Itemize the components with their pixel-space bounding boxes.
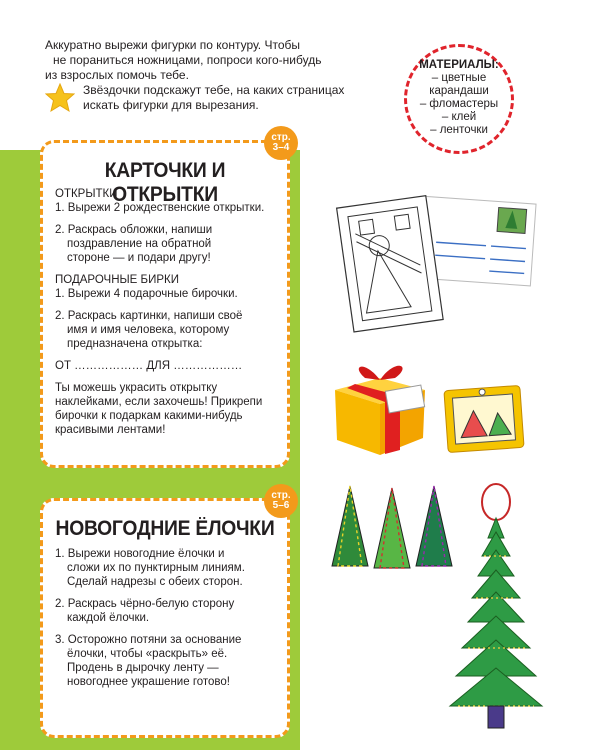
postcards-illustration <box>325 190 540 340</box>
note-text: красивыми лентами! <box>55 424 166 436</box>
section-heading: ПОДАРОЧНЫЕ БИРКИ <box>55 274 179 286</box>
note-text: наклейками, если захочешь! Прикрепи <box>55 396 263 408</box>
materials-item: – клей <box>441 111 477 123</box>
instruction-step: 1. Вырежи 4 подарочные бирочки. <box>55 288 238 300</box>
cards-and-postcards-panel <box>40 140 290 468</box>
instruction-step-cont: каждой ёлочки. <box>67 612 150 624</box>
materials-title: МАТЕРИАЛЫ: <box>419 59 499 71</box>
instruction-step-cont: поздравление на обратной <box>67 238 212 250</box>
intro-line-2: не пораниться ножницами, попроси кого-нибудь <box>53 53 322 67</box>
instruction-step: 2. Раскрась картинки, напиши своё <box>55 310 243 322</box>
instruction-step-cont: Сделай надрезы с обеих сторон. <box>67 576 243 588</box>
instruction-step-cont: предназначена открытка: <box>67 338 203 350</box>
gift-box-illustration <box>325 350 435 460</box>
instruction-step-cont: имя и имя человека, которому <box>67 324 230 336</box>
christmas-trees-panel <box>40 498 290 738</box>
section-heading: ОТКРЫТКИ <box>55 188 118 200</box>
instruction-step: 1. Вырежи 2 рождественские открытки. <box>55 202 265 214</box>
intro-text <box>45 38 375 113</box>
materials-item: – фломастеры <box>419 98 499 110</box>
star-icon <box>45 83 75 113</box>
instruction-step-cont: Продень в дырочку ленту — <box>67 662 219 674</box>
page-badge-label: стр. <box>271 490 291 501</box>
note-text: Ты можешь украсить открытку <box>55 382 218 394</box>
materials-item: – ленточки <box>430 124 488 136</box>
page-badge <box>264 126 298 160</box>
materials-badge <box>404 44 514 154</box>
card-title: НОВОГОДНИЕ ЁЛОЧКИ <box>55 517 275 540</box>
page-badge-pages: 3–4 <box>272 142 290 153</box>
intro-line-5: искать фигурки для вырезания. <box>83 98 259 112</box>
page-badge-pages: 5–6 <box>272 500 290 511</box>
instruction-step-cont: ёлочки, чтобы «раскрыть» её. <box>67 648 228 660</box>
3d-tree-decoration-illustration <box>440 480 550 742</box>
instruction-step: 1. Вырежи новогодние ёлочки и <box>55 548 225 560</box>
materials-item: – цветные <box>431 72 487 84</box>
instruction-step: 3. Осторожно потяни за основание <box>55 634 242 646</box>
note-text: бирочки к подаркам какими-нибудь <box>55 410 243 422</box>
instruction-step: 2. Раскрась чёрно-белую сторону <box>55 598 235 610</box>
instruction-step-cont: стороне — и подари другу! <box>67 252 211 264</box>
instruction-step-cont: сложи их по пунктирным линиям. <box>67 562 245 574</box>
intro-line-1: Аккуратно вырежи фигурки по контуру. Чтобы <box>45 38 300 52</box>
instruction-step-cont: новогоднее украшение готово! <box>67 676 231 688</box>
intro-line-3: из взрослых помочь тебе. <box>45 68 189 82</box>
card-title: КАРТОЧКИ И ОТКРЫТКИ <box>104 159 226 206</box>
from-to-line: ОТ ……………… ДЛЯ ……………… <box>55 360 243 372</box>
instruction-step: 2. Раскрась обложки, напиши <box>55 224 213 236</box>
gift-tag-illustration <box>440 380 528 458</box>
page-badge <box>264 484 298 518</box>
card-body <box>55 547 279 697</box>
intro-star-line <box>45 83 375 113</box>
card-body <box>55 187 279 437</box>
page-badge-label: стр. <box>271 132 291 143</box>
materials-item: карандаши <box>429 85 489 97</box>
intro-line-4: Звёздочки подскажут тебе, на каких страницах <box>83 83 345 97</box>
